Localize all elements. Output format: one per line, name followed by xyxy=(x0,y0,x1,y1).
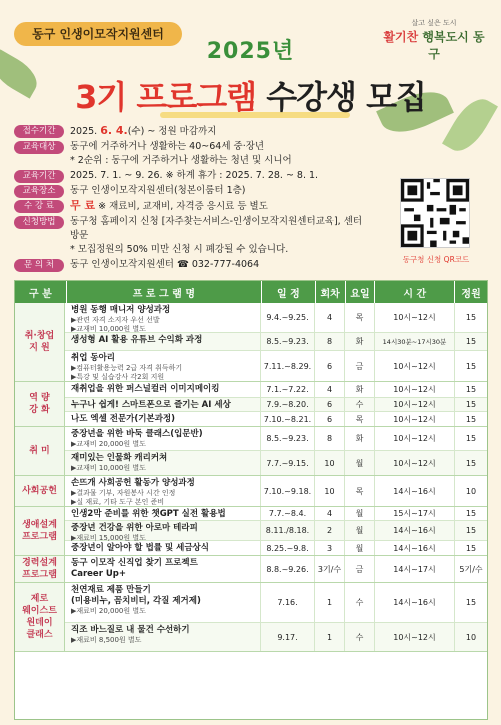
program-note: ▶결과물 기부, 자원봉사 시간 인정 xyxy=(71,489,176,497)
capacity-cell: 15 xyxy=(465,526,477,535)
program-name xyxy=(65,382,261,397)
capacity-cell: 15 xyxy=(465,414,477,424)
schedule-cell: 7.16. xyxy=(261,583,315,622)
weekday-cell: 월 xyxy=(345,521,375,540)
table-row xyxy=(65,507,487,521)
program-title: 인생2막 준비를 위한 챗GPT 실전 활용법 xyxy=(71,509,226,519)
table-group xyxy=(15,427,487,476)
table-row xyxy=(65,351,487,381)
program-title: 중장년을 위한 바둑 클래스(입문반) xyxy=(71,429,203,439)
info-row: 접수기간 2025. 6. 4.(수) ~ 정원 마감까지 xyxy=(14,124,364,139)
program-title: 생성형 AI 활용 유튜브 수익화 과정 xyxy=(71,335,203,345)
info-row: 문 의 처 동구 인생이모작지원센터 ☎ 032-777-4064 xyxy=(14,258,364,272)
program-name xyxy=(65,351,261,381)
schedule-cell: 7.9.~8.20. xyxy=(261,398,315,411)
program-table xyxy=(14,280,488,720)
program-title: 누구나 쉽게! 스마트폰으로 즐기는 AI 세상 xyxy=(71,400,231,410)
time-cell: 10시~12시 xyxy=(375,623,455,651)
weekday-cell: 목 xyxy=(345,303,375,332)
program-title: 천연재료 제품 만들기 (미용비누, 꼼치비터, 각질 제거제) xyxy=(71,585,201,606)
table-row xyxy=(65,382,487,398)
center-name-pill: 동구 인생이모작지원센터 xyxy=(14,22,182,46)
program-title: 재미있는 인물화 캐리커쳐 xyxy=(71,453,168,463)
table-row xyxy=(65,521,487,541)
schedule-cell: 9.4.~9.25. xyxy=(261,303,315,332)
logo-slogan: 살고 싶은 도시 xyxy=(411,19,457,27)
capacity-cell: 15 xyxy=(465,400,477,409)
weekday-cell: 월 xyxy=(345,541,375,555)
program-name xyxy=(65,541,261,555)
weekday-cell: 월 xyxy=(345,451,375,475)
table-group xyxy=(15,507,487,556)
program-note: ▶교재비 10,000원 별도 xyxy=(71,325,146,333)
schedule-cell: 8.8.~9.26. xyxy=(261,556,315,582)
program-name xyxy=(65,623,261,651)
qr-code-icon xyxy=(401,179,469,247)
time-cell: 14시30분~17시30분 xyxy=(375,333,455,350)
info-row: 교육대상 동구에 거주하거나 생활하는 40~64세 중·장년 * 2순위 : 동구에 거주하거나 생활하는 청년 및 시니어 xyxy=(14,140,364,168)
time-cell: 10시~12시 xyxy=(375,427,455,450)
table-group xyxy=(15,476,487,507)
table-row xyxy=(65,303,487,333)
time-cell: 10시~12시 xyxy=(375,382,455,397)
capacity-cell: 15 xyxy=(465,385,477,394)
program-note: ▶교재비 20,000원 별도 xyxy=(71,440,146,448)
schedule-cell: 9.17. xyxy=(261,623,315,651)
program-name xyxy=(65,427,261,450)
schedule-cell: 7.7.~8.4. xyxy=(261,507,315,520)
capacity-cell: 10 xyxy=(465,486,477,496)
program-name xyxy=(65,476,261,506)
time-cell: 14시~16시 xyxy=(375,476,455,506)
weekday-cell: 수 xyxy=(345,583,375,622)
program-title: 중장년이 알아야 할 법률 및 세금상식 xyxy=(71,543,209,553)
weekday-cell: 목 xyxy=(345,476,375,506)
group-name: 취 미 xyxy=(15,427,65,475)
table-row xyxy=(65,556,487,582)
table-group xyxy=(15,382,487,427)
schedule-cell: 7.10.~8.21. xyxy=(261,412,315,426)
sessions-cell: 3 xyxy=(315,541,345,555)
program-note: ▶특강 및 실습강사 각2회 지원 xyxy=(71,373,165,381)
table-group xyxy=(15,303,487,382)
sessions-cell: 10 xyxy=(315,476,345,506)
year-title: 2025년 xyxy=(206,39,295,64)
table-group xyxy=(15,556,487,583)
sessions-cell: 4 xyxy=(315,303,345,332)
program-note: ▶실 재료, 기타 도구 본인 준비 xyxy=(71,498,165,506)
program-note: ▶재료비 15,000원 별도 xyxy=(71,534,146,542)
time-cell: 10시~12시 xyxy=(375,303,455,332)
table-body xyxy=(15,303,487,652)
program-name xyxy=(65,303,261,332)
program-title: 중장년 건강을 위한 아로마 테라피 xyxy=(71,523,198,533)
program-note: ▶재료비 8,500원 별도 xyxy=(71,636,142,644)
program-title: 재취업을 위한 퍼스널컬러 이미지메이킹 xyxy=(71,384,220,394)
sessions-cell: 3기/수 xyxy=(315,556,345,582)
program-note: ▶재료비 20,000원 별도 xyxy=(71,607,146,615)
program-title: 손뜨개 사회공헌 활동가 양성과정 xyxy=(71,478,195,488)
sessions-cell: 6 xyxy=(315,398,345,411)
schedule-cell: 7.11.~8.29. xyxy=(261,351,315,381)
sessions-cell: 8 xyxy=(315,427,345,450)
logo-title: 활기찬 행복도시 동구 xyxy=(383,30,485,61)
table-header: 구 분 프 로 그 램 명 일 정 회차 요일 시 간 정원 xyxy=(15,281,487,303)
program-name xyxy=(65,556,261,582)
table-group xyxy=(15,583,487,652)
sessions-cell: 1 xyxy=(315,583,345,622)
weekday-cell: 월 xyxy=(345,507,375,520)
weekday-cell: 화 xyxy=(345,333,375,350)
time-cell: 10시~12시 xyxy=(375,351,455,381)
weekday-cell: 수 xyxy=(345,623,375,651)
table-row xyxy=(65,427,487,451)
sessions-cell: 4 xyxy=(315,507,345,520)
schedule-cell: 8.5.~9.23. xyxy=(261,333,315,350)
schedule-cell: 8.11./8.18. xyxy=(261,521,315,540)
group-name: 역 량 강 화 xyxy=(15,382,65,426)
info-row: 교육기간 2025. 7. 1. ~ 9. 26. ※ 하계 휴가 : 2025. 7. 28. ~ 8. 1. xyxy=(14,169,364,183)
weekday-cell: 화 xyxy=(345,427,375,450)
info-row: 수 강 료 무 료 ※ 재료비, 교재비, 자격증 응시료 등 별도 xyxy=(14,199,364,214)
capacity-cell: 15 xyxy=(465,313,477,322)
program-name xyxy=(65,451,261,475)
capacity-cell: 15 xyxy=(465,337,477,346)
program-note: ▶관련 자격 소지자 우선 선발 xyxy=(71,316,160,324)
program-name xyxy=(65,521,261,540)
table-row xyxy=(65,398,487,412)
program-name xyxy=(65,333,261,350)
qr-code[interactable] xyxy=(400,178,470,248)
group-name: 사회공헌 xyxy=(15,476,65,506)
schedule-cell: 7.7.~9.15. xyxy=(261,451,315,475)
time-cell: 14시~17시 xyxy=(375,556,455,582)
capacity-cell: 15 xyxy=(465,458,477,468)
info-block xyxy=(14,124,364,273)
group-name: 생애설계 프로그램 xyxy=(15,507,65,555)
weekday-cell: 금 xyxy=(345,351,375,381)
time-cell: 14시~16시 xyxy=(375,541,455,555)
table-row xyxy=(65,412,487,426)
table-row xyxy=(65,333,487,351)
table-row xyxy=(65,476,487,506)
program-name xyxy=(65,583,261,622)
capacity-cell: 10 xyxy=(465,632,477,642)
sessions-cell: 1 xyxy=(315,623,345,651)
capacity-cell: 15 xyxy=(465,509,477,518)
time-cell: 15시~17시 xyxy=(375,507,455,520)
program-title: 직조 바느질로 내 물건 수선하기 xyxy=(71,625,190,635)
schedule-cell: 7.1.~7.22. xyxy=(261,382,315,397)
time-cell: 10시~12시 xyxy=(375,412,455,426)
sessions-cell: 6 xyxy=(315,351,345,381)
program-name xyxy=(65,398,261,411)
capacity-cell: 15 xyxy=(465,543,477,553)
weekday-cell: 화 xyxy=(345,382,375,397)
program-title: 취업 동아리 xyxy=(71,353,116,363)
program-name xyxy=(65,507,261,520)
program-title: 나도 엑셀 전문가(기본과정) xyxy=(71,414,176,424)
info-row: 신청방법 동구청 홈페이지 신청 [자주찾는서비스-인생이모작지원센터교육], 센터방문 * 모집정원의 50% 미만 신청 시 폐강될 수 있습니다. xyxy=(14,215,364,257)
sessions-cell: 10 xyxy=(315,451,345,475)
sessions-cell: 4 xyxy=(315,382,345,397)
time-cell: 10시~12시 xyxy=(375,398,455,411)
capacity-cell: 15 xyxy=(465,598,477,607)
sessions-cell: 2 xyxy=(315,521,345,540)
program-name xyxy=(65,412,261,426)
weekday-cell: 금 xyxy=(345,556,375,582)
sessions-cell: 8 xyxy=(315,333,345,350)
program-note: ▶컴퓨터활용능력 2급 자격 취득하기 xyxy=(71,364,183,372)
weekday-cell: 수 xyxy=(345,398,375,411)
page-title: 3기 프로그램 수강생 모집 xyxy=(75,78,426,116)
program-title: 병원 동행 매니저 양성과정 xyxy=(71,305,171,315)
group-name: 취·창업 지 원 xyxy=(15,303,65,381)
table-row xyxy=(65,583,487,623)
table-row xyxy=(65,451,487,475)
program-note: ▶교재비 10,000원 별도 xyxy=(71,464,146,472)
info-row: 교육장소 동구 인생이모작지원센터(청본이룸터 1층) xyxy=(14,184,364,198)
time-cell: 14시~16시 xyxy=(375,583,455,622)
weekday-cell: 목 xyxy=(345,412,375,426)
schedule-cell: 8.5.~9.23. xyxy=(261,427,315,450)
capacity-cell: 5기/수 xyxy=(459,564,483,574)
group-name: 경력설계 프로그램 xyxy=(15,556,65,582)
time-cell: 14시~16시 xyxy=(375,521,455,540)
group-name: 제로 웨이스트 원데이 클래스 xyxy=(15,583,65,651)
program-title: 동구 이모작 신직업 찾기 프로젝트 Career Up+ xyxy=(71,558,198,579)
sessions-cell: 6 xyxy=(315,412,345,426)
capacity-cell: 15 xyxy=(465,434,477,443)
schedule-cell: 7.10.~9.18. xyxy=(261,476,315,506)
table-row xyxy=(65,623,487,651)
time-cell: 10시~12시 xyxy=(375,451,455,475)
table-row xyxy=(65,541,487,555)
qr-caption: 동구청 신청 QR코드 xyxy=(402,255,470,264)
capacity-cell: 15 xyxy=(465,361,477,371)
schedule-cell: 8.25.~9.8. xyxy=(261,541,315,555)
